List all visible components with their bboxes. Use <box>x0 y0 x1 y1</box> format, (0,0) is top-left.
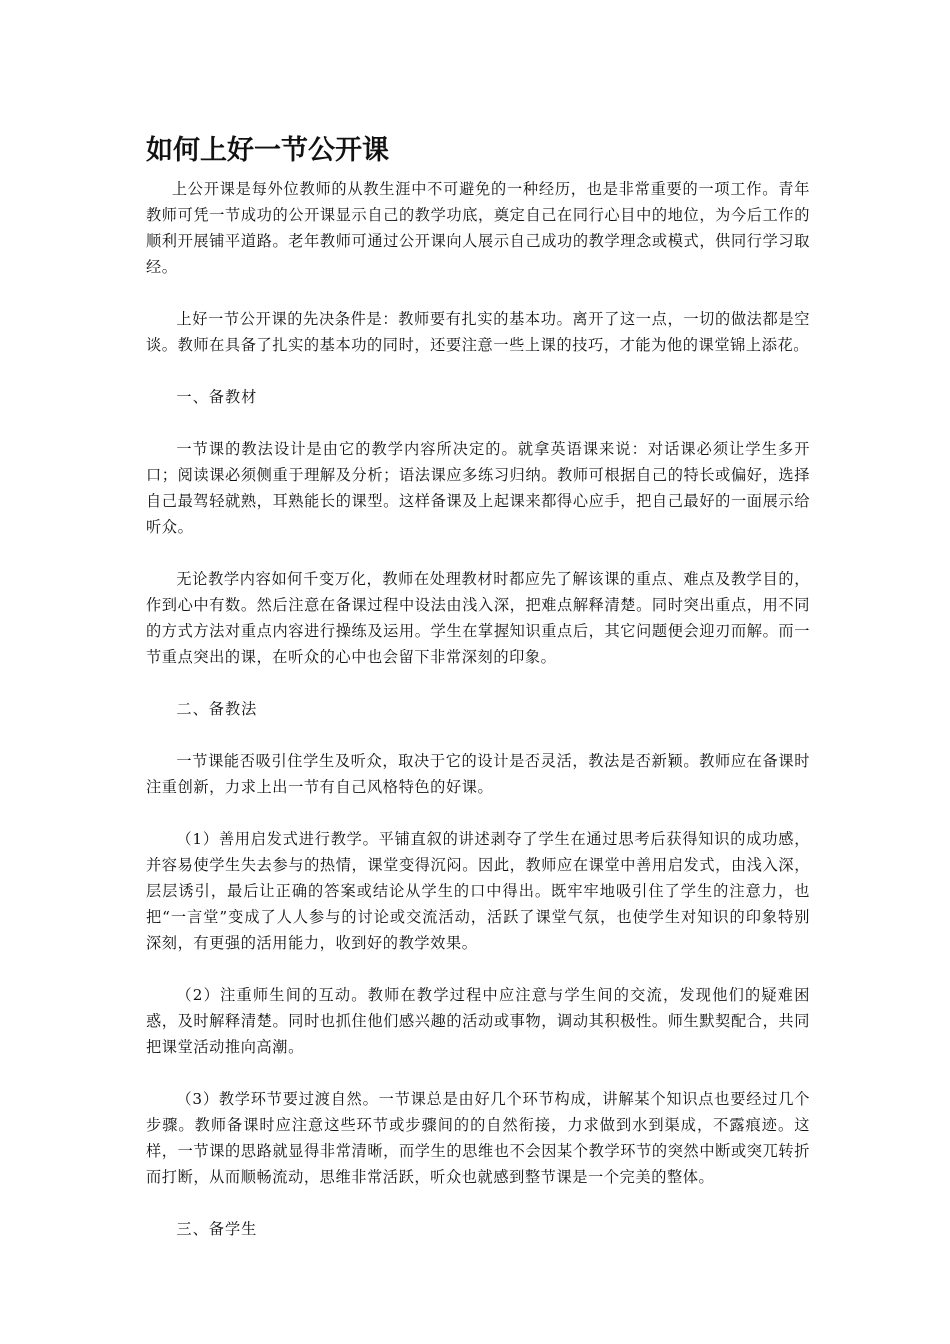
section-heading-methods: 二、备教法 <box>176 700 258 718</box>
paragraph-methods-intro: 一节课能否吸引住学生及听众，取决于它的设计是否灵活，教法是否新颖。教师应在备课时注重创新，力求上出一节有自己风格特色的好课。 <box>146 752 810 796</box>
section-heading-students: 三、备学生 <box>176 1220 258 1238</box>
paragraph-materials-1: 一节课的教法设计是由它的教学内容所决定的。就拿英语课来说：对话课必须让学生多开口；阅读课必须侧重于理解及分析；语法课应多练习归纳。教师可根据自己的特长或偏好，选择自己最驾轻就熟，耳熟能长的课型。这样备课及上起课来都得心应手，把自己最好的一面展示给听众。 <box>146 440 810 536</box>
paragraph-methods-1: （1）善用启发式进行教学。平铺直叙的讲述剥夺了学生在通过思考后获得知识的成功感，并容易使学生失去参与的热情，课堂变得沉闷。因此，教师应在课堂中善用启发式，由浅入深，层层诱引，最后让正确的答案或结论从学生的口中得出。既牢牢地吸引住了学生的注意力，也把“一言堂”变成了人人参与的讨论或交流活动，活跃了课堂气氛，也使学生对知识的印象特别深刻，有更强的活用能力，收到好的教学效果。 <box>146 830 810 952</box>
section-heading-materials: 一、备教材 <box>176 388 258 406</box>
paragraph-methods-2: （2）注重师生间的互动。教师在教学过程中应注意与学生间的交流，发现他们的疑难困惑，及时解释清楚。同时也抓住他们感兴趣的活动或事物，调动其积极性。师生默契配合，共同把课堂活动推向高潮。 <box>146 986 810 1056</box>
document-title: 如何上好一节公开课 <box>146 135 389 166</box>
paragraph-materials-2: 无论教学内容如何千变万化，教师在处理教材时都应先了解该课的重点、难点及教学目的，作到心中有数。然后注意在备课过程中设法由浅入深，把难点解释清楚。同时突出重点，用不同的方式方法对重点内容进行操练及运用。学生在掌握知识重点后，其它问题便会迎刃而解。而一节重点突出的课，在听众的心中也会留下非常深刻的印象。 <box>146 570 810 666</box>
document-page <box>146 133 810 1268</box>
paragraph-precondition: 上好一节公开课的先决条件是：教师要有扎实的基本功。离开了这一点，一切的做法都是空谈。教师在具备了扎实的基本功的同时，还要注意一些上课的技巧，才能为他的课堂锦上添花。 <box>146 310 810 354</box>
paragraph-intro: 上公开课是每外位教师的从教生涯中不可避免的一种经历，也是非常重要的一项工作。青年教师可凭一节成功的公开课显示自己的教学功底，奠定自己在同行心目中的地位，为今后工作的顺利开展铺平道路。老年教师可通过公开课向人展示自己成功的教学理念或模式，供同行学习取经。 <box>146 180 810 276</box>
paragraph-methods-3: （3）教学环节要过渡自然。一节课总是由好几个环节构成，讲解某个知识点也要经过几个步骤。教师备课时应注意这些环节或步骤间的的自然衔接，力求做到水到渠成，不露痕迹。这样，一节课的思路就显得非常清晰，而学生的思维也不会因某个教学环节的突然中断或突兀转折而打断，从而顺畅流动，思维非常活跃，听众也就感到整节课是一个完美的整体。 <box>146 1090 810 1186</box>
